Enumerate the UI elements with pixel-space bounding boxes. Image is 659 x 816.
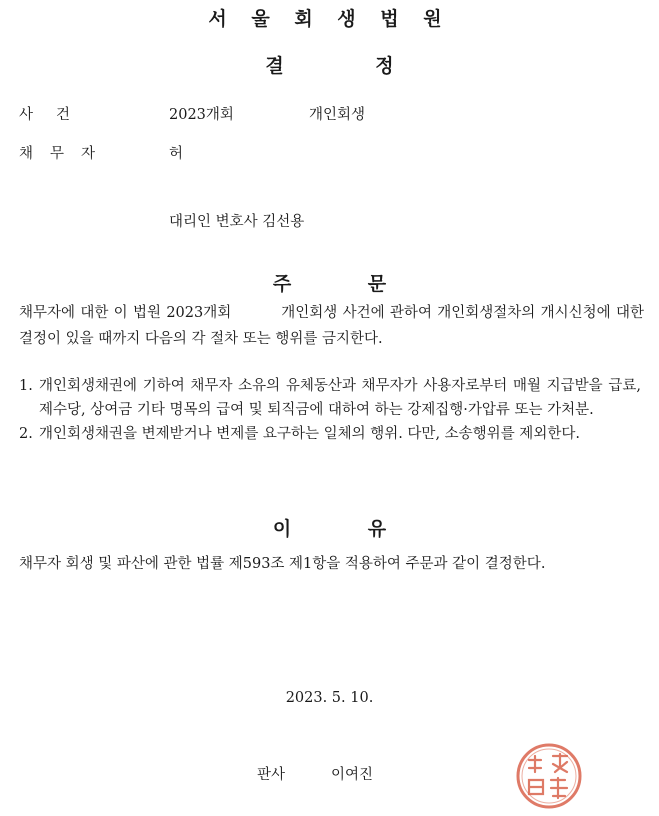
reason-text: 채무자 회생 및 파산에 관한 법률 제593조 제1항을 적용하여 주문과 같이 결정한다. <box>19 556 546 572</box>
judge-seal <box>515 742 583 810</box>
debtor-label: 채무자 <box>19 146 113 162</box>
order-list <box>19 374 641 446</box>
order-item-1 <box>19 374 641 422</box>
judge-name: 이여진 <box>331 767 374 783</box>
order-item-number: 2. <box>19 426 33 442</box>
agent-line: 대리인 변호사 김선용 <box>169 214 305 230</box>
order-item-number: 1. <box>19 378 33 394</box>
order-item-text: 개인회생채권에 기하여 채무자 소유의 유체동산과 채무자가 사용자로부터 매월 지급받을 급료, 제수당, 상여금 기타 명목의 급여 및 퇴직금에 대하여 하는 강제집행·가압류 또는 가처분. <box>39 378 641 418</box>
court-name: 서 울 회 생 법 원 <box>208 8 451 30</box>
order-intro-part1: 채무자에 대한 이 법원 2023개회 <box>19 305 232 321</box>
seal-stamp-icon <box>515 742 583 810</box>
order-intro-part2: 개인회생 사건에 관하여 개인회생절차의 개시신청에 대한 결정이 있을 때까지 다음의 각 절차 또는 행위를 금지한다. <box>19 305 644 347</box>
reason-heading: 이 유 <box>272 518 387 540</box>
order-item-text: 개인회생채권을 변제받거나 변제를 요구하는 일체의 행위. 다만, 소송행위를 제외한다. <box>39 426 580 442</box>
case-label: 사건 <box>19 107 94 123</box>
order-intro <box>19 300 644 352</box>
order-item-2 <box>19 422 641 446</box>
order-heading: 주 문 <box>272 273 387 295</box>
case-number: 2023개회 <box>169 107 234 123</box>
judge-title: 판사 <box>257 767 286 783</box>
decision-date: 2023. 5. 10. <box>285 690 374 706</box>
case-type: 개인회생 <box>309 107 366 123</box>
document-title: 결 정 <box>265 55 394 77</box>
debtor-name: 허 <box>169 146 184 162</box>
